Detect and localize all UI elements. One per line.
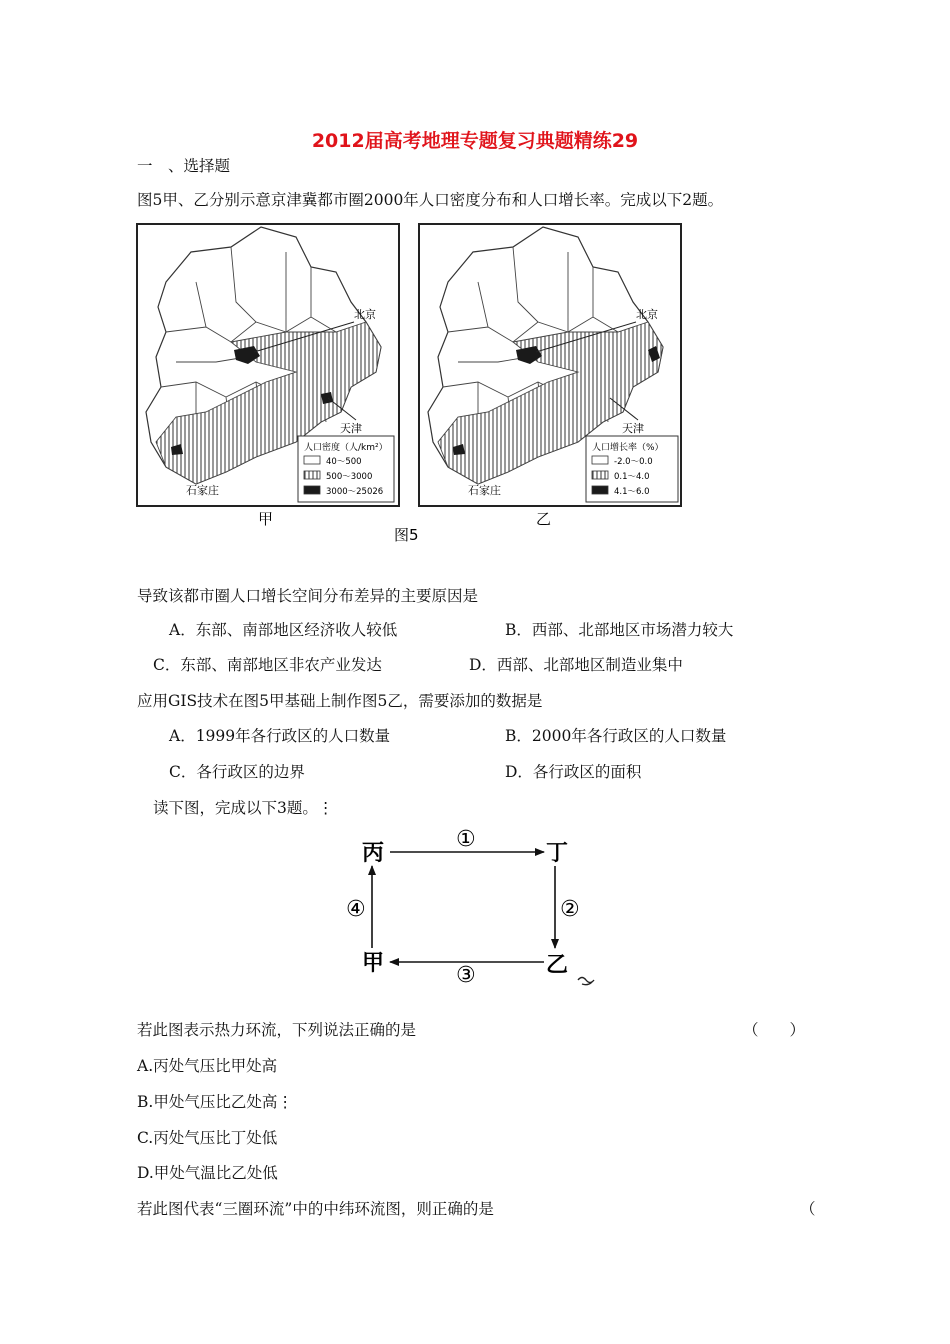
map-b-beijing-label: 北京 <box>636 308 658 321</box>
q1-option-a[interactable]: A．东部、南部地区经济收人较低 <box>169 621 398 639</box>
q2-option-a[interactable]: A．1999年各行政区的人口数量 <box>169 727 391 745</box>
q4-answer-paren[interactable]: （ <box>800 1200 816 1218</box>
q2-stem: 应用GIS技术在图5甲基础上制作图5乙，需要添加的数据是 <box>137 692 543 710</box>
q3-option-a[interactable]: A.丙处气压比甲处高 <box>137 1057 278 1075</box>
scribble-mark <box>578 978 594 985</box>
label-bing: 丙 <box>362 841 385 866</box>
figure-5 <box>136 222 776 548</box>
q4-stem: 若此图代表“三圈环流”中的中纬环流图，则正确的是 <box>137 1200 494 1218</box>
map-a-legend-1: 40～500 <box>326 457 362 467</box>
q3-stem: 若此图表示热力环流，下列说法正确的是 <box>137 1021 417 1039</box>
map-b-legend-1: -2.0～0.0 <box>614 457 653 467</box>
map-b-tianjin-label: 天津 <box>622 422 644 435</box>
q1-stem: 导致该都市圈人口增长空间分布差异的主要原因是 <box>137 587 479 605</box>
q2-option-b[interactable]: B．2000年各行政区的人口数量 <box>505 727 727 745</box>
map-a-tianjin-core <box>321 392 333 404</box>
arrow-3-label: ③ <box>456 963 476 988</box>
q3-option-d[interactable]: D.甲处气温比乙处低 <box>137 1164 278 1182</box>
page-title: 2012届高考地理专题复习典题精练29 <box>311 130 639 152</box>
arrow-2-label: ② <box>560 897 580 922</box>
map-b-label: 乙 <box>536 510 552 528</box>
map-a-legend-3: 3000～25026 <box>326 487 384 497</box>
arrow-4-label: ④ <box>346 897 366 922</box>
intro-text: 图5甲、乙分别示意京津冀都市圈2000年人口密度分布和人口增长率。完成以下2题。 <box>137 191 724 209</box>
label-jia: 甲 <box>362 951 385 976</box>
q3-option-c[interactable]: C.丙处气压比丁处低 <box>137 1129 278 1147</box>
map-a-legend-title: 人口密度（人/km²） <box>304 443 388 453</box>
map-a-legend-2: 500～3000 <box>326 472 373 482</box>
map-a-shijiazhuang-label: 石家庄 <box>186 484 219 497</box>
q3-answer-paren[interactable]: （ ） <box>743 1021 806 1039</box>
map-a-label: 甲 <box>258 510 274 528</box>
circulation-diagram <box>346 820 610 990</box>
label-yi: 乙 <box>546 953 569 978</box>
q1-option-d[interactable]: D．西部、北部地区制造业集中 <box>469 656 683 674</box>
intro2-text: 读下图，完成以下3题。⋮ <box>153 799 334 817</box>
figure-caption: 图5 <box>394 526 419 544</box>
label-ding: 丁 <box>546 841 569 866</box>
map-a-tianjin-label: 天津 <box>340 422 362 435</box>
map-a-beijing-label: 北京 <box>354 308 376 321</box>
arrow-1-label: ① <box>456 827 476 852</box>
map-b-legend-2: 0.1～4.0 <box>614 472 650 482</box>
map-b-shijiazhuang-label: 石家庄 <box>468 484 501 497</box>
q2-option-c[interactable]: C．各行政区的边界 <box>169 763 305 781</box>
q1-option-b[interactable]: B．西部、北部地区市场潜力较大 <box>505 621 734 639</box>
q3-option-b[interactable]: B.甲处气压比乙处高⋮ <box>137 1093 293 1111</box>
map-b-legend-title: 人口增长率（%） <box>592 443 664 453</box>
section-heading: 一 、选择题 <box>137 157 231 175</box>
map-b-legend-3: 4.1～6.0 <box>614 487 650 497</box>
q1-option-c[interactable]: C．东部、南部地区非农产业发达 <box>153 656 382 674</box>
q2-option-d[interactable]: D．各行政区的面积 <box>505 763 642 781</box>
